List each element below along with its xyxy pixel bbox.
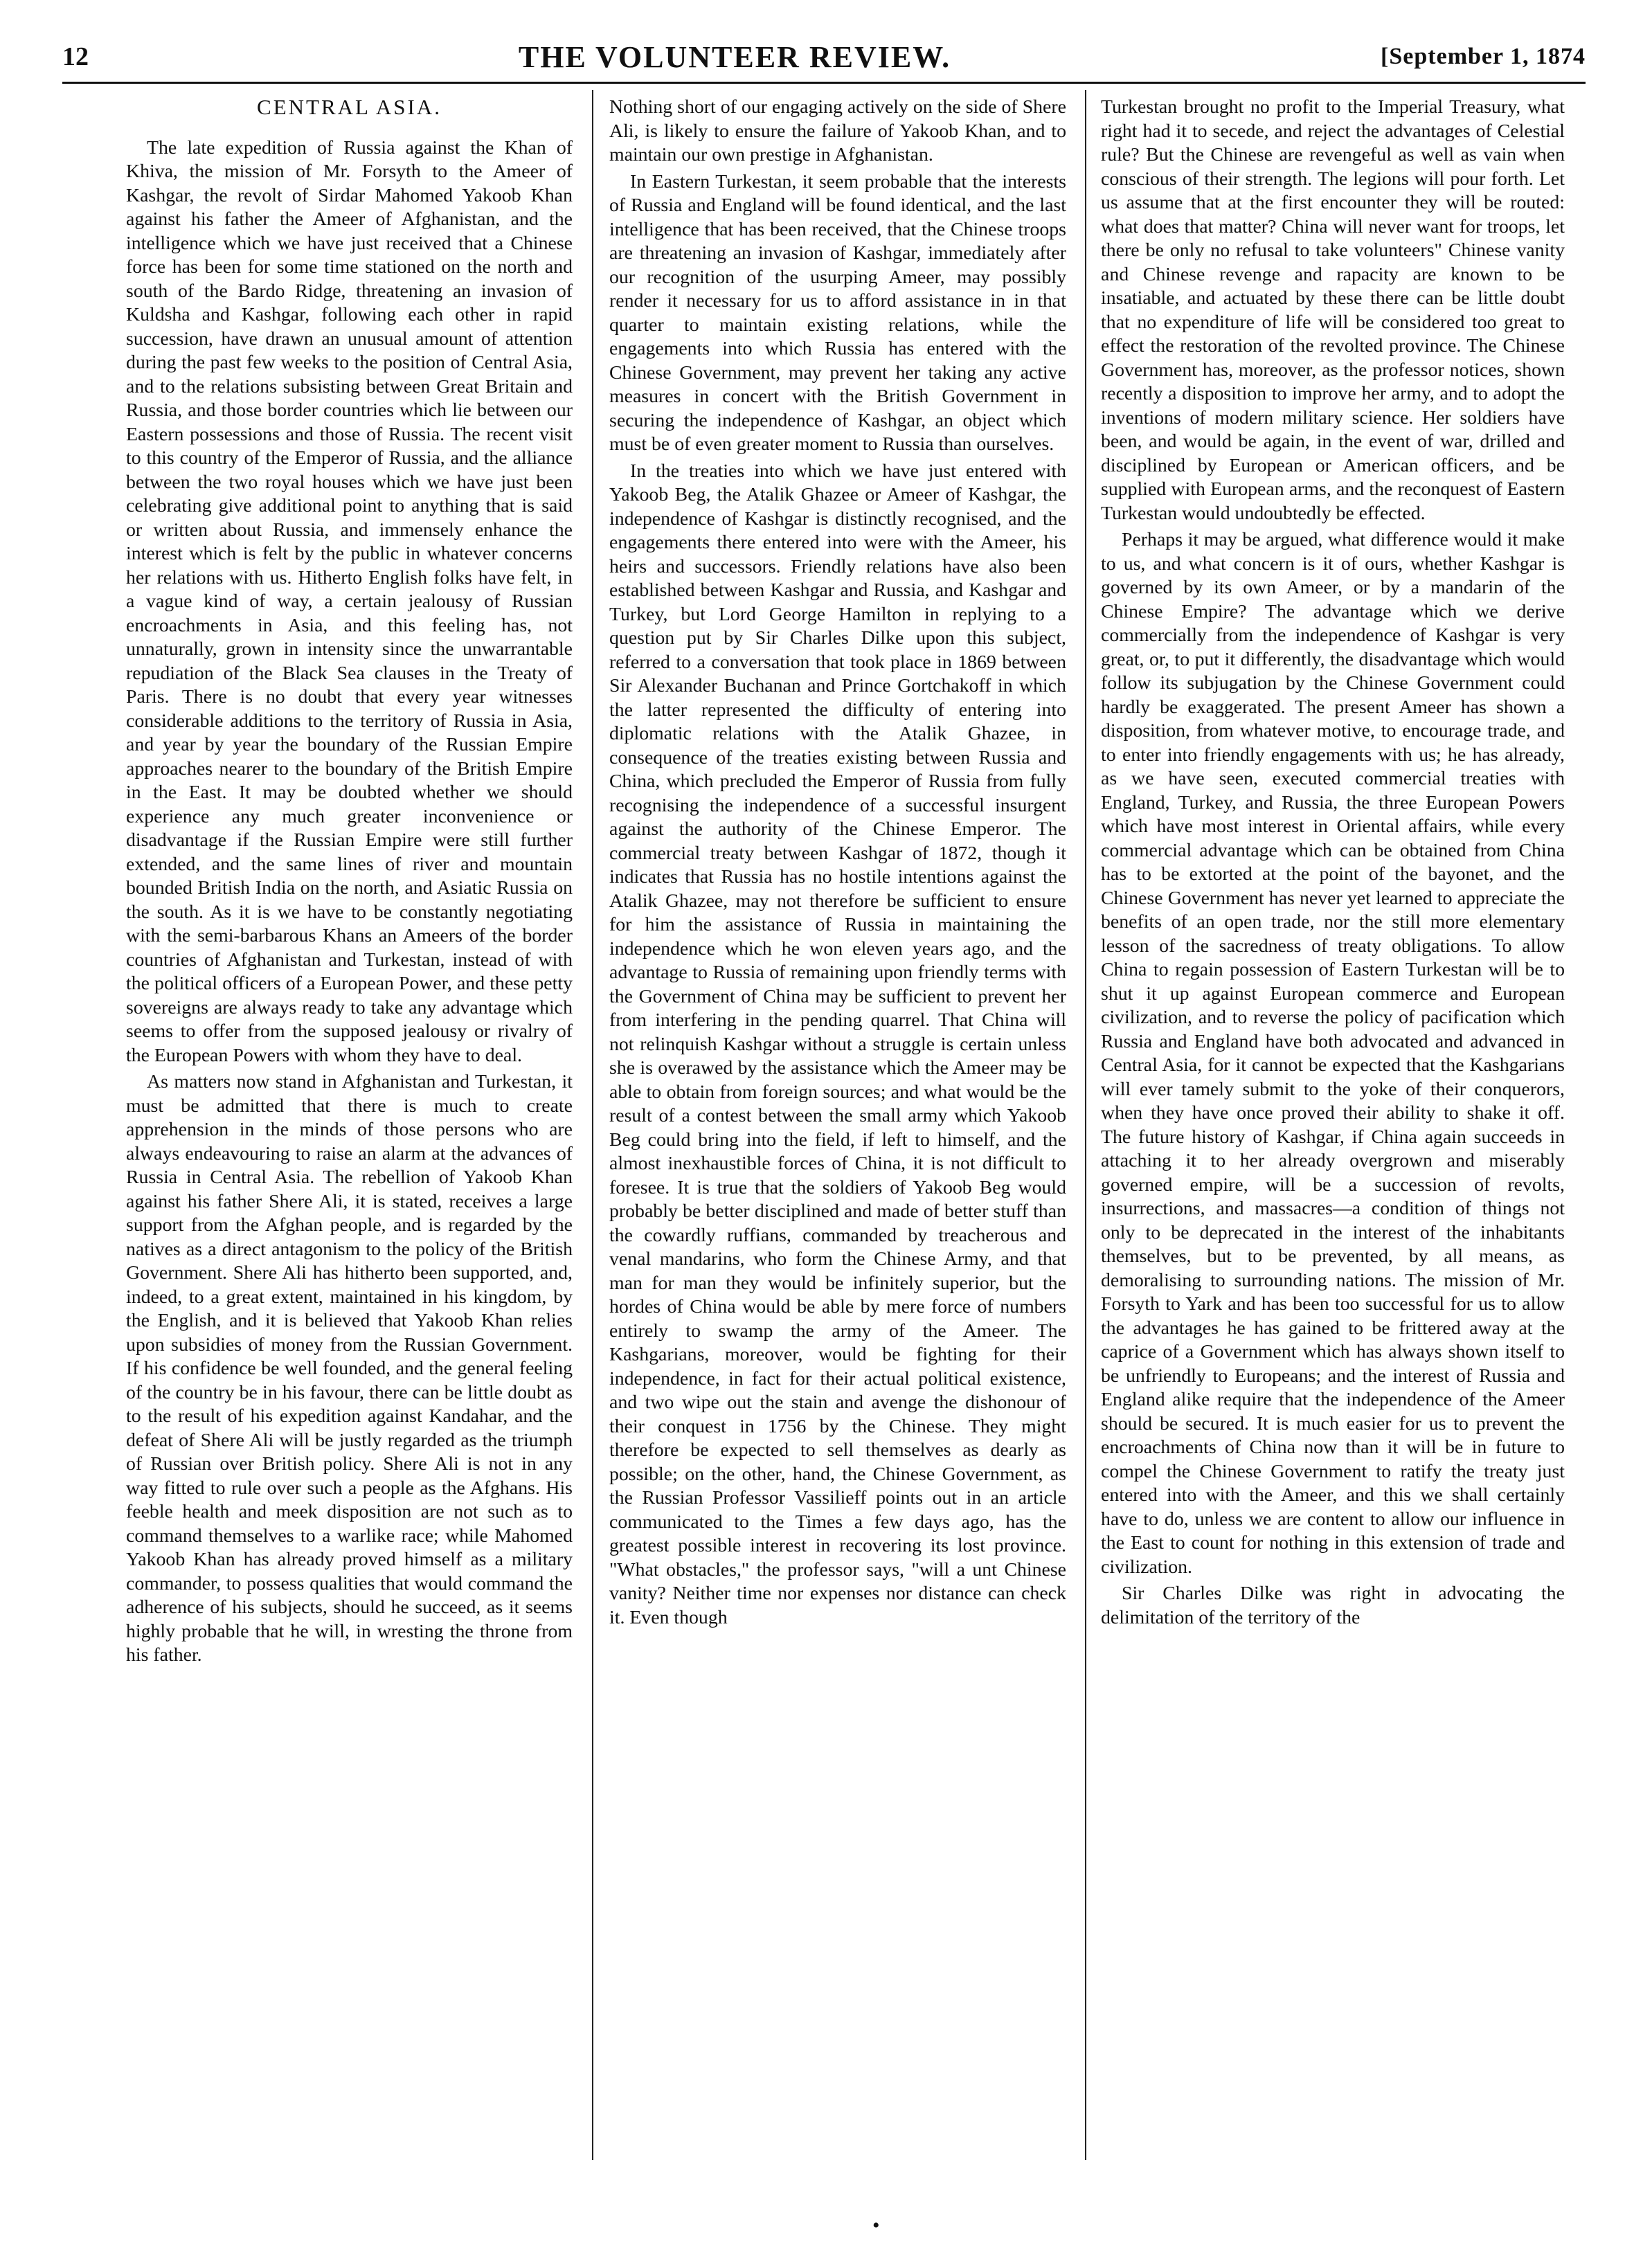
column-2	[609, 96, 1066, 2155]
page-number: 12	[62, 42, 89, 71]
footer-bullet: •	[872, 2214, 880, 2237]
column-divider	[592, 90, 593, 2160]
paragraph: In Eastern Turkestan, it seem probable that the interests of Russia and England will be found identical, and the last intelligence that has been received, that the Chinese troops are threatening an invasion of Kashgar, immediately after our recognition of the usurping Ameer, may possibly render it necessary for us to afford assistance in in that quarter to maintain existing relations, while the engagements into which Russia has entered with the Chinese Government, may prevent her taking any active measures in concert with the British Government in securing the independence of Kashgar, an object which must be of even greater moment to Russia than ourselves.	[609, 170, 1066, 455]
paragraph: Perhaps it may be argued, what difference would it make to us, and what concern is it of ours, whether Kashgar is governed by its own Ameer, or by a mandarin of the Chinese Empire? The advantage which we derive commercially from the independence of Kashgar is very great, or, to put it differently, the disadvantage which would follow its subjugation by the Chinese Government could hardly be exaggerated. The present Ameer has shown a disposition, from whatever motive, to encourage trade, and to enter into friendly engagements with us; he has already, as we have seen, executed commercial treaties with England, Turkey, and Russia, the three European Powers which have most interest in Oriental affairs, while every commercial advantage which can be obtained from China has to be extorted at the point of the bayonet, and the Chinese Government has never yet learned to appreciate the benefits of an open trade, nor the still more elementary lesson of the sacredness of treaty obligations. To allow China to regain possession of Eastern Turkestan will be to shut it up against European commerce and European civilization, and to reverse the policy of pacification which Russia and England have both advocated and advanced in Central Asia, for it cannot be expected that the Kashgarians will ever tamely submit to the yoke of their conquerors, when they have once proved their ability to shake it off. The future history of Kashgar, if China again succeeds in attaching it to her already overgrown and miserably governed empire, will be a succession of revolts, insurrections, and massacres—a condition of things not only to be deprecated in the interest of the inhabitants themselves, but to be prevented, by all means, as demoralising to surrounding nations. The mission of Mr. Forsyth to Yark and has been too successful for us to allow the advantages he has gained to be frittered away at the caprice of a Government which has always shown itself to be unfriendly to Europeans; and the interest of Russia and England alike require that the independence of the Ameer should be secured. It is much easier for us to prevent the encroachments of China now than it will be in future to compel the Chinese Government to ratify the treaty just entered into with the Ameer, and this we shall certainly have to do, unless we are content to allow our influence in the East to count for nothing in this extension of trade and civilization.	[1101, 529, 1565, 1578]
column-3	[1101, 96, 1565, 2155]
paragraph: As matters now stand in Afghanistan and Turkestan, it must be admitted that there is much to create apprehension in the minds of those persons who are always endeavouring to raise an alarm at the advances of Russia in Central Asia. The rebellion of Yakoob Khan against his father Shere Ali, it is stated, receives a large support from the Afghan people, and is regarded by the natives as a direct antagonism to the policy of the British Government. Shere Ali has hitherto been supported, and, indeed, to a great extent, maintained in his kingdom, by the English, and it is believed that Yakoob Khan relies upon subsidies of money from the Russian Government. If his confidence be well founded, and the general feeling of the country be in his favour, there can be little doubt as to the result of his expedition against Kandahar, and the defeat of Shere Ali will be justly regarded as the triumph of Russian over British policy. Shere Ali is not in any way fitted to rule over such a people as the Afghans. His feeble health and meek disposition are not such as to command themselves to a warlike race; while Mahomed Yakoob Khan has already proved himself as a military commander, to possess qualities that would command the adherence of his subjects, should he succeed, as it seems highly probable that he will, in wresting the throne from his father.	[126, 1071, 573, 1666]
paragraph: The late expedition of Russia against the Khan of Khiva, the mission of Mr. Forsyth to the Ameer of Kashgar, the revolt of Sirdar Mahomed Yakoob Khan against his father the Ameer of Afghanistan, and the intelligence which we have just received that a Chinese force has been for some time stationed on the north and south of the Bardo Ridge, threatening an invasion of Kuldsha and Kashgar, following each other in rapid succession, have drawn an unusual amount of attention during the past few weeks to the position of Central Asia, and to the relations subsisting between Great Britain and Russia, and those border countries which lie between our Eastern possessions and those of Russia. The recent visit to this country of the Emperor of Russia, and the alliance between the two royal houses which we have just been celebrating give additional point to anything that is said or written about Russia, and immensely enhance the interest which is felt by the public in whatever concerns her relations with us. Hitherto English folks have felt, in a vague kind of way, a certain jealousy of Russian encroachments in Asia, and this feeling has, not unnaturally, grown in intensity since the unwarrantable repudiation of the Black Sea clauses in the Treaty of Paris. There is no doubt that every year witnesses considerable additions to the territory of Russia in Asia, and year by year the boundary of the Russian Empire approaches nearer to the boundary of the British Empire in the East. It may be doubted whether we should experience any much greater inconvenience or disadvantage if the Russian Empire were still further extended, and the same lines of river and mountain bounded British India on the north, and Asiatic Russia on the south. As it is we have to be constantly negotiating with the semi-barbarous Khans an Ameers of the border countries of Afghanistan and Turkestan, instead of with the political officers of a European Power, and these petty sovereigns are always ready to take any advantage which seems to offer from the supposed jealousy or rivalry of the European Powers with whom they have to deal.	[126, 136, 573, 1066]
paragraph: Nothing short of our engaging actively on the side of Shere Ali, is likely to ensure the failure of Yakoob Khan, and to maintain our own prestige in Afghanistan.	[609, 96, 1066, 165]
paragraph: In the treaties into which we have just entered with Yakoob Beg, the Atalik Ghazee or Ameer of Kashgar, the independence of Kashgar is distinctly recognised, and the engagements there entered into were with the Ameer, his heirs and successors. Friendly relations have also been established between Kashgar and Russia, and Kashgar and Turkey, but Lord George Hamilton in replying to a question put by Sir Charles Dilke upon this subject, referred to a conversation that took place in 1869 between Sir Alexander Buchanan and Prince Gortchakoff in which the latter represented the difficulty of entering into diplomatic relations with the Atalik Ghazee, in consequence of the treaties existing between Russia and China, which precluded the Emperor of Russia from fully recognising the independence of a successful insurgent against the authority of the Chinese Emperor. The commercial treaty between Kashgar of 1872, though it indicates that Russia has no hostile intentions against the Atalik Ghazee, may not therefore be sufficient to ensure for him the assistance of Russia in maintaining the independence which he won eleven years ago, and the advantage to Russia of remaining upon friendly terms with the Government of China may be sufficient to prevent her from interfering in the pending quarrel. That China will not relinquish Kashgar without a struggle is certain unless she is overawed by the assistance which the Ameer may be able to obtain from foreign sources; and what would be the result of a contest between the small army which Yakoob Beg could bring into the field, if left to himself, and the almost inexhaustible forces of China, it is not difficult to foresee. It is true that the soldiers of Yakoob Beg would probably be better disciplined and made of better stuff than the cowardly ruffians, commanded by treacherous and venal mandarins, who form the Chinese Army, and that man for man they would be infinitely superior, but the hordes of China would be able by mere force of numbers entirely to swamp the army of the Ameer. The Kashgarians, moreover, would be fighting for their independence, in fact for their actual political existence, and two wipe out the stain and avenge the dishonour of their conquest in 1756 by the Chinese. They might therefore be expected to sell themselves as dearly as possible; on the other, hand, the Chinese Government, as the Russian Professor Vassilieff points out in an article communicated to the Times a few days ago, has the greatest possible interest in recovering its lost province. "What obstacles," the professor says, "will a unt Chinese vanity? Neither time nor expenses nor distance can check it. Even though	[609, 460, 1066, 1628]
masthead	[62, 36, 1586, 78]
publication-title: THE VOLUNTEER REVIEW.	[518, 39, 951, 74]
paragraph: Turkestan brought no profit to the Imperial Treasury, what right had it to secede, and reject the advantages of Celestial rule? But the Chinese are revengeful as well as vain when conscious of their strength. The legions will pour forth. Let us assume that at the first encounter they will be routed: what does that matter? China will never want for troops, let there be only no refusal to take volunteers" Chinese vanity and Chinese revenge and rapacity are known to be insatiable, and actuated by these there can be little doubt that no expenditure of life will be considered too great to effect the restoration of the revolted province. The Chinese Government has, moreover, as the professor notices, shown recently a disposition to improve her army, and to adopt the inventions of modern military science. Her soldiers have been, and would be again, in the event of war, drilled and disciplined by European or American officers, and be supplied with European arms, and the reconquest of Eastern Turkestan would undoubtedly be effected.	[1101, 96, 1565, 524]
header-rule	[62, 82, 1586, 84]
article-heading: CENTRAL ASIA.	[257, 96, 442, 119]
issue-date: [September 1, 1874	[1381, 44, 1586, 69]
paragraph: Sir Charles Dilke was right in advocating the delimitation of the territory of the	[1101, 1583, 1565, 1628]
column-divider	[1085, 90, 1086, 2160]
column-1	[126, 96, 573, 2155]
